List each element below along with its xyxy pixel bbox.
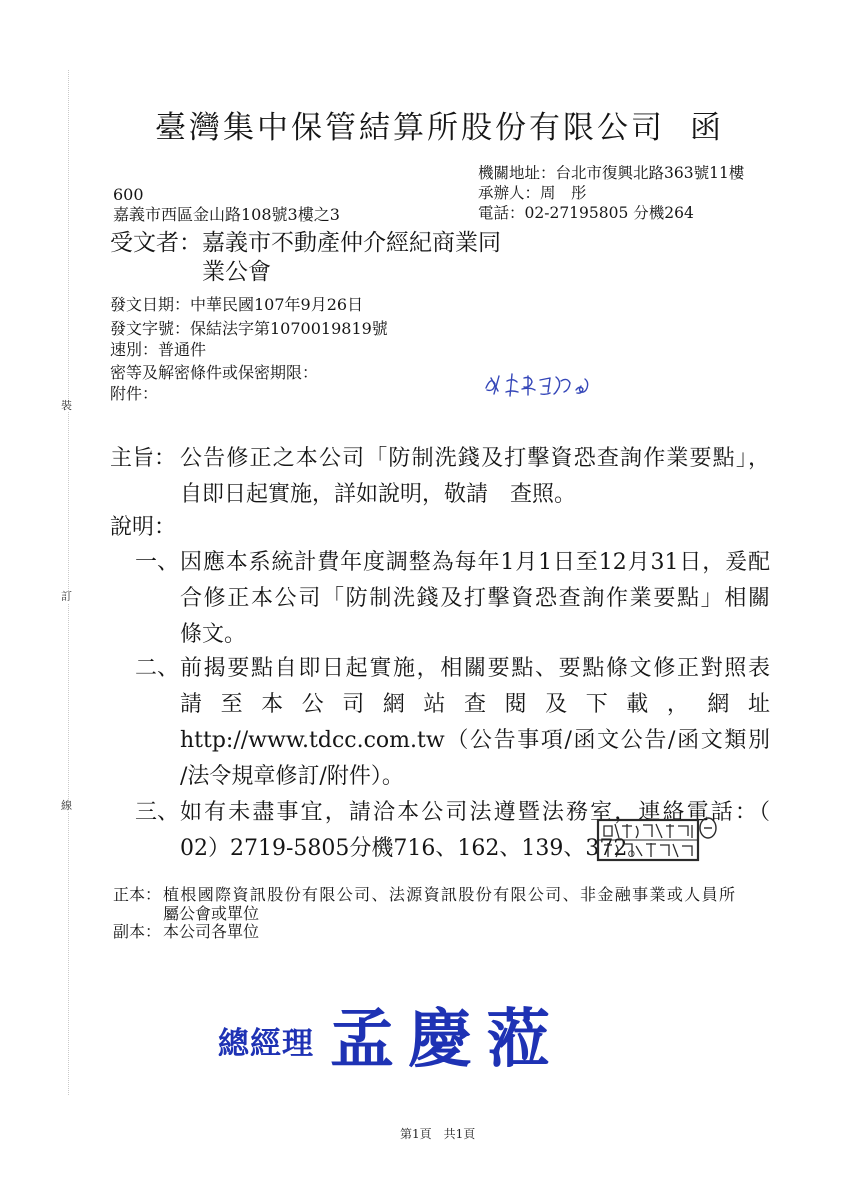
item-line: 如有未盡事宜，請洽本公司法遵暨法務室，連絡電話：（ bbox=[180, 800, 770, 825]
page-total: 共1頁 bbox=[443, 1127, 476, 1141]
sender-contact-person: 承辦人：周 彤 bbox=[478, 184, 587, 202]
item-line: 條文。 bbox=[180, 622, 247, 647]
original-recipients-label: 正本： bbox=[113, 885, 162, 904]
recipient-name-line: 業公會 bbox=[202, 259, 271, 285]
urgency: 速別：普通件 bbox=[110, 340, 207, 359]
explanation-label: 說明： bbox=[110, 515, 177, 540]
subject-label: 主旨： bbox=[110, 446, 177, 471]
document-number: 發文字號：保結法字第1070019819號 bbox=[110, 319, 388, 338]
confidentiality: 密等及解密條件或保密期限： bbox=[110, 363, 319, 382]
item-line: 前揭要點自即日起實施，相關要點、要點條文修正對照表 bbox=[180, 656, 770, 681]
recipient-name-line: 嘉義市不動產仲介經紀商業同 bbox=[202, 230, 501, 256]
page-number: 第1頁 bbox=[400, 1127, 432, 1141]
signature-title: 總經理 bbox=[218, 1026, 314, 1062]
org-title: 臺灣集中保管結算所股份有限公司 bbox=[155, 110, 665, 146]
subject-line: 自即日起實施，詳如說明，敬請 查照。 bbox=[180, 482, 577, 507]
binding-mark-ding: 訂 bbox=[61, 590, 72, 603]
binding-mark-xian: 線 bbox=[61, 799, 72, 812]
item-line: 02）2719-5805分機716、162、139、372。 bbox=[180, 836, 650, 861]
cc-recipients: 本公司各單位 bbox=[163, 922, 260, 941]
signature-name-stamp: 孟慶蒞 bbox=[330, 1002, 564, 1077]
attachments: 附件： bbox=[110, 384, 159, 403]
handwritten-note bbox=[486, 374, 588, 396]
item-number: 二、 bbox=[135, 656, 180, 681]
recipient-label: 受文者： bbox=[110, 230, 202, 256]
sender-address: 機關地址：台北市復興北路363號11樓 bbox=[478, 164, 745, 182]
item-line: /法令規章修訂/附件）。 bbox=[180, 764, 404, 789]
sender-phone: 電話：02-27195805 分機264 bbox=[478, 204, 694, 222]
original-recipients-line: 屬公會或單位 bbox=[163, 904, 260, 923]
item-line: 合修正本公司「防制洗錢及打擊資恐查詢作業要點」相關 bbox=[180, 586, 770, 611]
item-line: 因應本系統計費年度調整為每年1月1日至12月31日，爰配 bbox=[180, 550, 770, 575]
official-seal-stamp bbox=[598, 818, 716, 860]
subject-line: 公告修正之本公司「防制洗錢及打擊資恐查詢作業要點」， bbox=[180, 446, 770, 471]
item-number: 三、 bbox=[135, 800, 180, 825]
doc-type: 函 bbox=[690, 110, 721, 146]
item-line: 請至本公司網站查閱及下載，網址 bbox=[180, 692, 770, 717]
cc-label: 副本： bbox=[113, 922, 162, 941]
original-recipients-line: 植根國際資訊股份有限公司、法源資訊股份有限公司、非金融事業或人員所 bbox=[163, 885, 735, 904]
recipient-postcode: 600 bbox=[113, 185, 144, 204]
recipient-street-address: 嘉義市西區金山路108號3樓之3 bbox=[113, 205, 340, 224]
issue-date: 發文日期：中華民國107年9月26日 bbox=[110, 295, 364, 314]
item-number: 一、 bbox=[135, 550, 180, 575]
item-line-url: http://www.tdcc.com.tw（公告事項/函文公告/函文類別 bbox=[180, 728, 770, 753]
binding-mark-zhuang: 裝 bbox=[61, 399, 72, 412]
